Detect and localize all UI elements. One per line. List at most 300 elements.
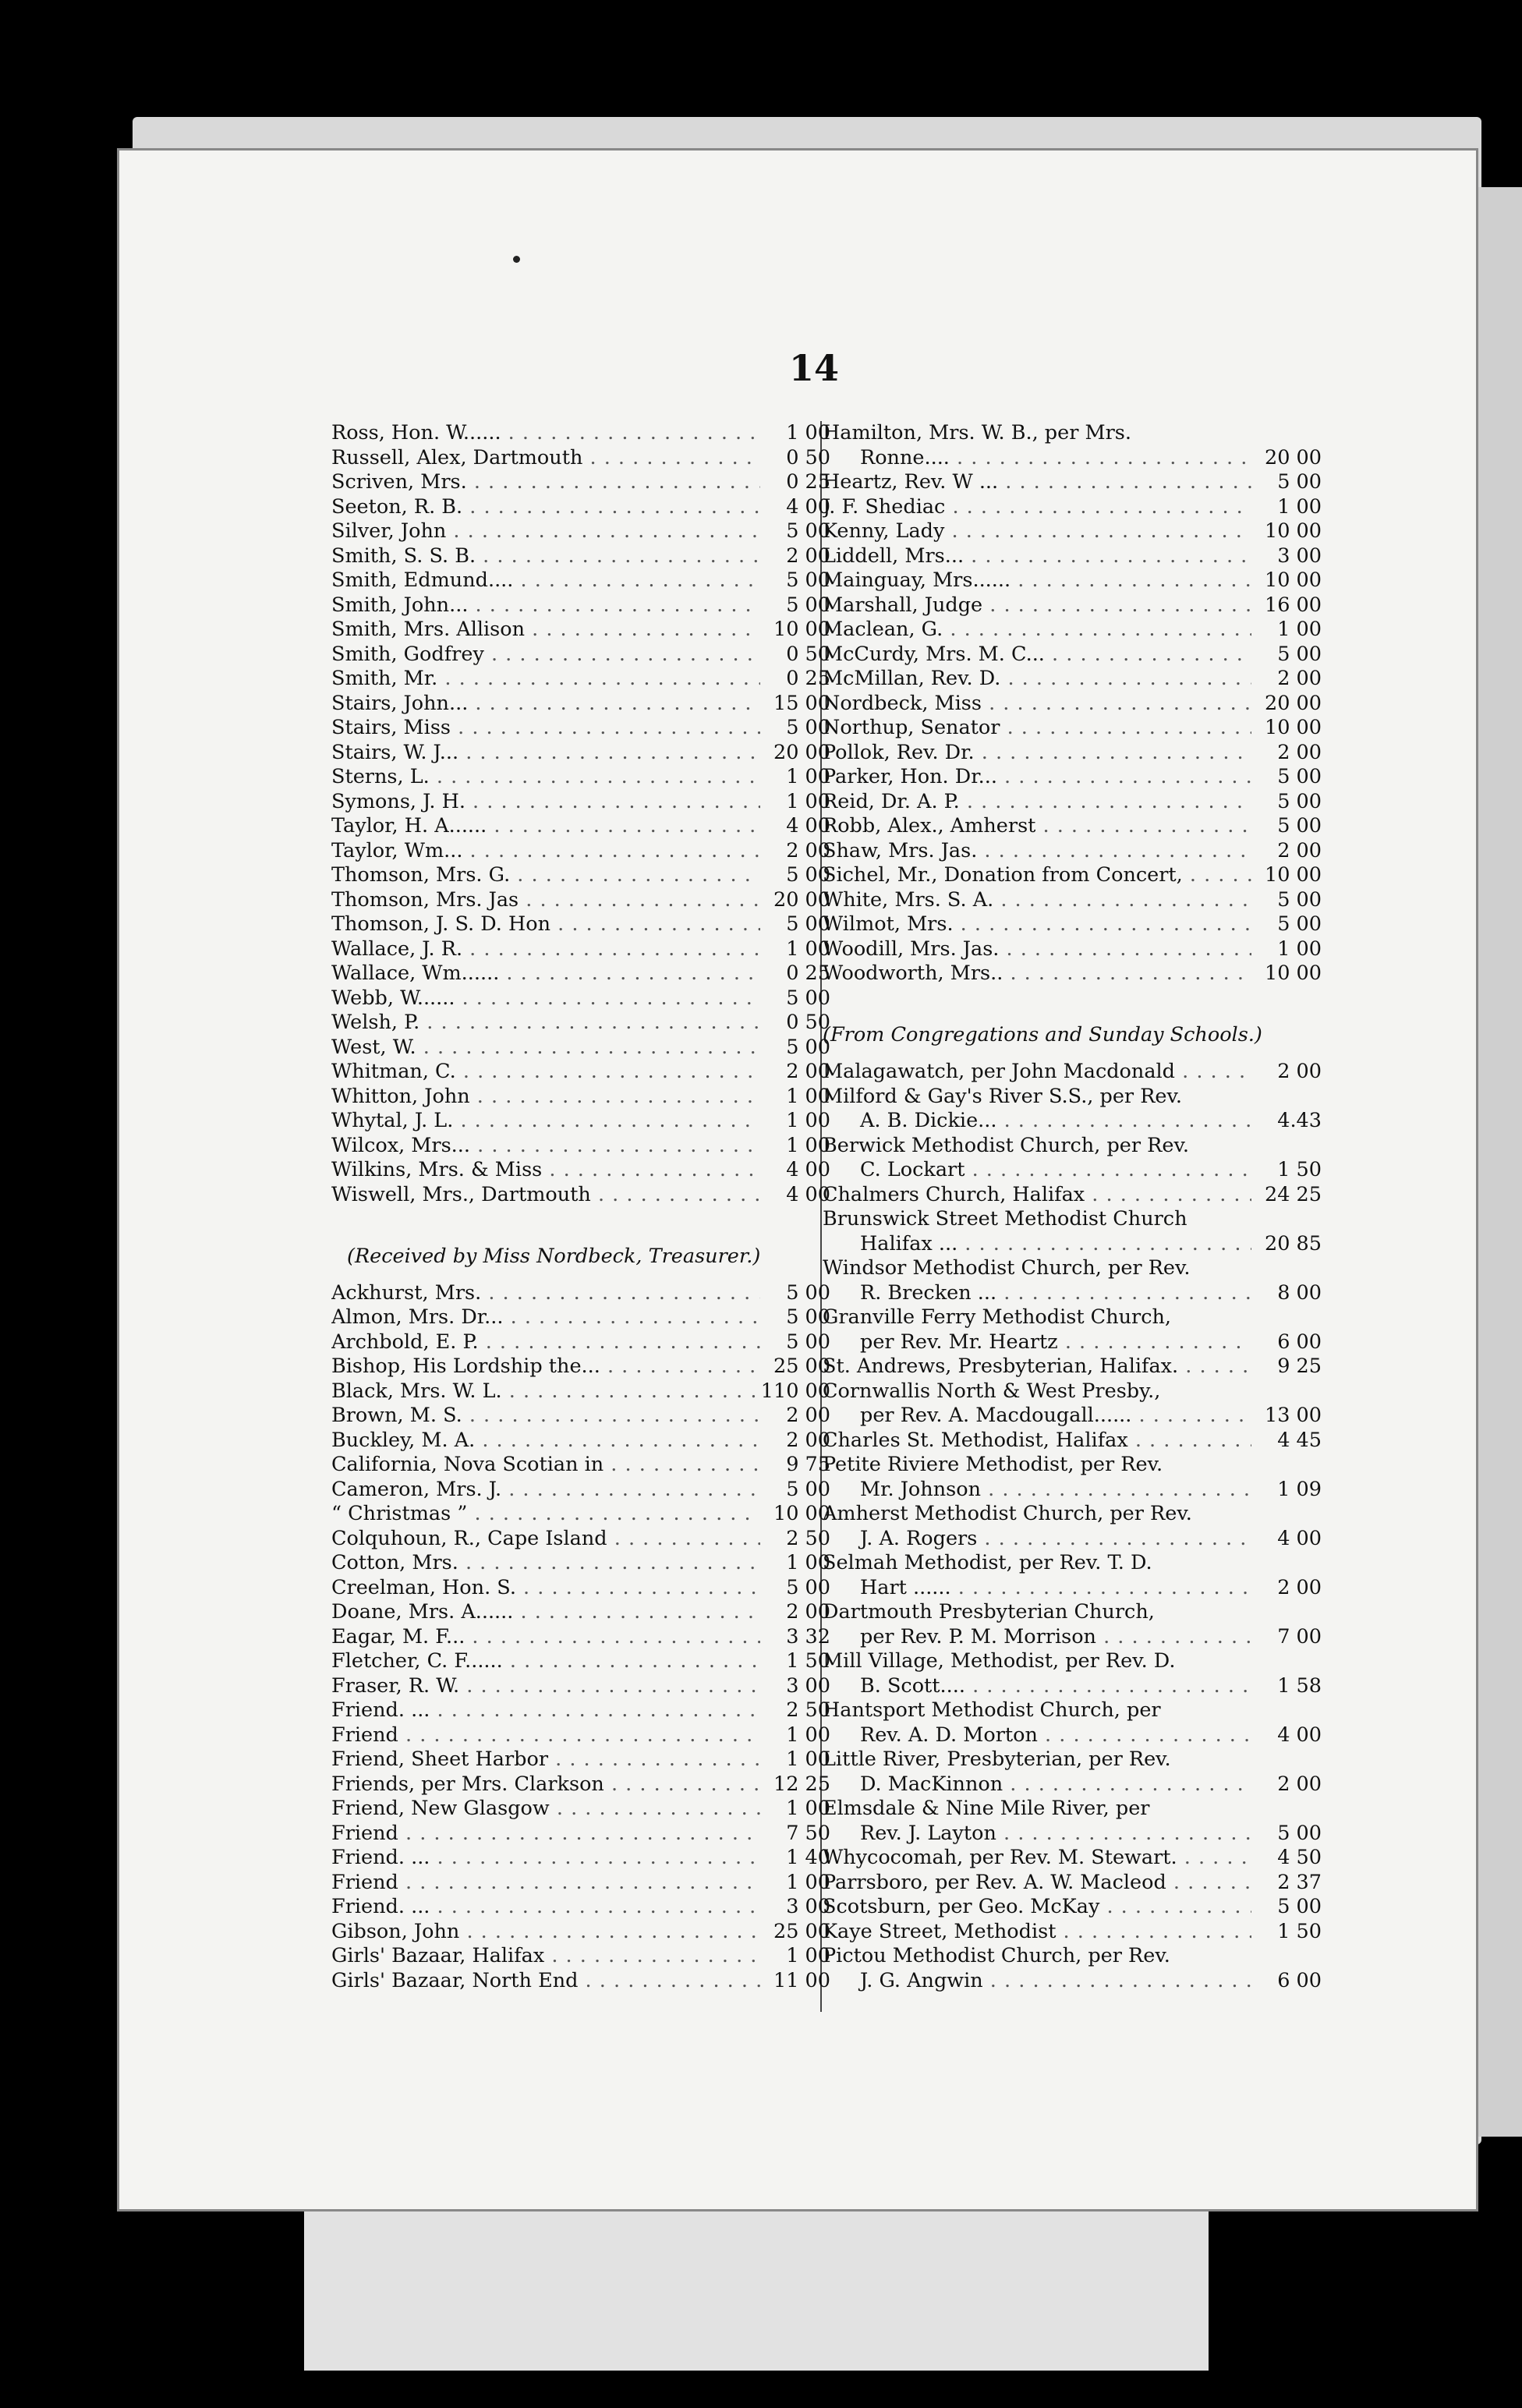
contributor-name: Mainguay, Mrs...... . . . <box>823 568 1251 593</box>
ledger-row <box>331 1281 830 1306</box>
ledger-row <box>823 1060 1322 1085</box>
contributor-name: Chalmers Church, Halifax . . . <box>823 1183 1251 1208</box>
donation-amount: 5 00 <box>1277 765 1322 788</box>
donation-amount: 1 00 <box>786 1944 830 1967</box>
ledger-row <box>331 765 830 790</box>
donation-amount: 1 00 <box>786 421 830 444</box>
contributor-name: Friend, New Glasgow . . . <box>331 1797 760 1822</box>
contributor-name: White, Mrs. S. A. . . . <box>823 888 1251 913</box>
ledger-row <box>823 643 1322 668</box>
donation-amount: 20 85 <box>1264 1231 1322 1255</box>
ledger-row <box>823 1797 1322 1822</box>
donation-amount: 4 00 <box>786 1158 830 1181</box>
donation-amount: 0 50 <box>786 1011 830 1034</box>
contributor-name: Pollok, Rev. Dr. . . . <box>823 741 1251 766</box>
donation-amount: 1 00 <box>786 1870 830 1894</box>
donation-amount: 1 00 <box>1277 494 1322 519</box>
contributor-name: Colquhoun, R., Cape Island . . . <box>331 1527 760 1552</box>
contributor-name: Silver, John . . . <box>331 519 760 544</box>
contributor-name: Nordbeck, Miss . . . <box>823 692 1251 717</box>
donation-amount: 2 00 <box>786 1404 830 1427</box>
ledger-row <box>823 912 1322 937</box>
donation-amount: 7 00 <box>1277 1624 1322 1648</box>
donation-amount: 3 00 <box>786 1895 830 1918</box>
donation-amount: 2 00 <box>786 1600 830 1624</box>
donation-amount: 1 50 <box>1277 1158 1322 1181</box>
donation-amount: 1 50 <box>786 1649 830 1673</box>
donation-amount: 20 00 <box>1264 691 1322 715</box>
donation-amount: 4.43 <box>1277 1109 1322 1132</box>
ledger-row <box>823 1429 1322 1454</box>
contributor-name: McMillan, Rev. D. . . . <box>823 667 1251 692</box>
contributor-name: Welsh, P. . . . <box>331 1011 760 1036</box>
ledger-row <box>331 1797 830 1822</box>
donation-amount: 2 50 <box>786 1698 830 1722</box>
donation-amount: 12 25 <box>773 1772 830 1796</box>
donation-amount: 10 00 <box>1264 961 1322 985</box>
donation-amount: 5 00 <box>1277 1895 1322 1918</box>
ledger-row <box>331 544 830 569</box>
ledger-row <box>823 1600 1322 1625</box>
contributor-name: Wilmot, Mrs. . . . <box>823 912 1251 937</box>
ledger-row <box>331 1969 830 1994</box>
ledger-row <box>331 470 830 495</box>
donation-amount: 1 00 <box>786 1723 830 1747</box>
donation-amount: 10 00 <box>1264 863 1322 887</box>
ledger-row <box>331 1551 830 1576</box>
contributor-name: Bishop, His Lordship the... . . . <box>331 1354 760 1379</box>
contributor-name: Creelman, Hon. S. . . . <box>331 1576 760 1601</box>
donation-amount: 20 00 <box>773 740 830 764</box>
contributor-name: Wallace, J. R. . . . <box>331 937 760 962</box>
ledger-row <box>823 446 1322 471</box>
contributor-name: Taylor, Wm... . . . <box>331 839 760 864</box>
ledger-row <box>331 1748 830 1772</box>
donation-amount: 5 00 <box>1277 912 1322 936</box>
donation-amount: 5 00 <box>786 1035 830 1059</box>
donation-amount: 1 00 <box>1277 937 1322 961</box>
contributor-name: Hantsport Methodist Church, per <box>823 1698 1161 1722</box>
page-number: 14 <box>789 347 840 389</box>
contributor-name: C. Lockart . . . <box>823 1158 1251 1183</box>
donation-amount: 3 00 <box>786 1673 830 1698</box>
contributor-name: Robb, Alex., Amherst . . . <box>823 814 1251 839</box>
contributor-name: Pictou Methodist Church, per Rev. <box>823 1944 1170 1967</box>
ledger-row <box>823 1207 1322 1232</box>
contributor-name: J. G. Angwin . . . <box>823 1969 1251 1994</box>
contributor-name: Thomson, J. S. D. Hon . . . <box>331 912 760 937</box>
ledger-row <box>331 1576 830 1601</box>
ledger-row <box>823 1453 1322 1478</box>
contributor-name: “ Christmas ” . . . <box>331 1502 760 1527</box>
donation-amount: 10 00 <box>1264 519 1322 543</box>
contributor-name: Heartz, Rev. W ... . . . <box>823 470 1251 495</box>
donation-amount: 2 00 <box>1277 1575 1322 1599</box>
ledger-row <box>331 839 830 864</box>
donation-amount: 5 00 <box>786 912 830 936</box>
contributor-name: Cameron, Mrs. J. . . . <box>331 1478 760 1503</box>
contributor-name: Woodill, Mrs. Jas. . . . <box>823 937 1251 962</box>
donation-amount: 2 50 <box>786 1526 830 1550</box>
print-speck <box>513 256 520 263</box>
donation-amount: 13 00 <box>1264 1404 1322 1427</box>
contributor-name: Ross, Hon. W...... . . . <box>331 421 760 446</box>
contributor-name: Woodworth, Mrs.. . . . <box>823 961 1251 986</box>
ledger-row <box>823 692 1322 717</box>
ledger-row <box>823 839 1322 864</box>
donation-amount: 5 00 <box>786 568 830 592</box>
ledger-row <box>331 692 830 717</box>
ledger-row <box>823 618 1322 643</box>
donation-amount: 1 00 <box>786 1084 830 1108</box>
contributor-name: Sterns, L. . . . <box>331 765 760 790</box>
donation-amount: 1 50 <box>1277 1919 1322 1943</box>
donation-amount: 5 00 <box>786 593 830 617</box>
ledger-row <box>331 1305 830 1330</box>
donation-amount: 5 00 <box>786 1330 830 1354</box>
contributor-name: Doane, Mrs. A...... . . . <box>331 1600 760 1625</box>
ledger-row <box>823 1846 1322 1871</box>
donation-amount: 1 00 <box>786 937 830 961</box>
donation-amount: 2 00 <box>786 1428 830 1452</box>
contributor-name: per Rev. P. M. Morrison . . . <box>823 1625 1251 1650</box>
contributor-name: Eagar, M. F... . . . <box>331 1625 760 1650</box>
contributor-name: Friend . . . <box>331 1822 760 1847</box>
contributor-name: Friends, per Mrs. Clarkson . . . <box>331 1772 760 1797</box>
contributor-name: D. MacKinnon . . . <box>823 1772 1251 1797</box>
donation-amount: 4 00 <box>1277 1526 1322 1550</box>
contributor-name: Thomson, Mrs. G. . . . <box>331 863 760 888</box>
contributor-name: West, W. . . . <box>331 1036 760 1061</box>
contributor-name: Rev. A. D. Morton . . . <box>823 1723 1251 1748</box>
ledger-row <box>331 1649 830 1674</box>
contributor-name: Friend . . . <box>331 1871 760 1896</box>
ledger-row <box>823 1085 1322 1110</box>
ledger-row <box>823 790 1322 815</box>
contributor-name: Cotton, Mrs. . . . <box>331 1551 760 1576</box>
contributor-name: Stairs, W. J... . . . <box>331 741 760 766</box>
donation-amount: 9 75 <box>786 1453 830 1476</box>
contributor-name: Friend. ... . . . <box>331 1698 760 1723</box>
ledger-row <box>331 1478 830 1503</box>
ledger-row <box>331 1698 830 1723</box>
ledger-row <box>331 495 830 520</box>
contributor-name: Shaw, Mrs. Jas. . . . <box>823 839 1251 864</box>
contributor-name: McCurdy, Mrs. M. C... . . . <box>823 643 1251 668</box>
donation-amount: 1 09 <box>1277 1477 1322 1501</box>
donation-amount: 2 00 <box>786 838 830 862</box>
ledger-row <box>823 1649 1322 1674</box>
donation-amount: 5 00 <box>786 519 830 543</box>
donation-amount: 3 00 <box>1277 544 1322 568</box>
ledger-row <box>331 961 830 986</box>
ledger-row <box>823 1305 1322 1330</box>
contributor-name: Reid, Dr. A. P. . . . <box>823 790 1251 815</box>
ledger-row <box>823 568 1322 593</box>
donation-amount: 5 00 <box>1277 814 1322 837</box>
ledger-row <box>823 1404 1322 1429</box>
contributor-name: Russell, Alex, Dartmouth . . . <box>331 446 760 471</box>
contributor-name: Archbold, E. P. . . . <box>331 1330 760 1355</box>
ledger-row <box>331 1330 830 1355</box>
ledger-row <box>331 1625 830 1650</box>
ledger-row <box>331 888 830 913</box>
ledger-row <box>331 1674 830 1699</box>
donation-amount: 2 37 <box>1277 1870 1322 1894</box>
ledger-row <box>331 937 830 962</box>
ledger-row <box>331 1060 830 1085</box>
ledger-row <box>331 1085 830 1110</box>
ledger-row <box>823 1281 1322 1306</box>
contributor-name: Liddell, Mrs... . . . <box>823 544 1251 569</box>
ledger-row <box>823 1330 1322 1355</box>
donation-amount: 1 00 <box>1277 618 1322 641</box>
ledger-row <box>331 912 830 937</box>
contributor-name: Friend, Sheet Harbor . . . <box>331 1748 760 1772</box>
contributor-name: Mr. Johnson . . . <box>823 1478 1251 1503</box>
donation-amount: 6 00 <box>1277 1330 1322 1354</box>
contributor-name: per Rev. A. Macdougall...... . . . <box>823 1404 1251 1429</box>
contributor-name: Parker, Hon. Dr... . . . <box>823 765 1251 790</box>
ledger-row <box>331 1944 830 1969</box>
ledger-row <box>823 1969 1322 1994</box>
contributor-name: Ronne.... . . . <box>823 446 1251 471</box>
contributor-name: Kaye Street, Methodist . . . <box>823 1920 1251 1945</box>
ledger-row <box>331 1158 830 1183</box>
donation-amount: 0 25 <box>786 667 830 690</box>
contributor-name: Brown, M. S. . . . <box>331 1404 760 1429</box>
donation-amount: 7 50 <box>786 1821 830 1845</box>
ledger-row <box>823 1256 1322 1281</box>
ledger-row <box>823 961 1322 986</box>
ledger-row <box>331 790 830 815</box>
donation-amount: 5 00 <box>1277 470 1322 494</box>
contributor-name: Fletcher, C. F...... . . . <box>331 1649 760 1674</box>
ledger-row <box>823 1478 1322 1503</box>
ledger-row <box>823 593 1322 618</box>
contributor-name: J. A. Rogers . . . <box>823 1527 1251 1552</box>
ledger-row <box>331 618 830 643</box>
ledger-row <box>331 1502 830 1527</box>
ledger-row <box>331 1920 830 1945</box>
contributor-name: J. F. Shediac . . . <box>823 495 1251 520</box>
ledger-row <box>823 741 1322 766</box>
donation-amount: 0 25 <box>786 470 830 494</box>
contributor-name: Halifax ... . . . <box>823 1232 1251 1257</box>
ledger-row <box>823 765 1322 790</box>
contributor-name: Wilkins, Mrs. & Miss . . . <box>331 1158 760 1183</box>
ledger-row <box>823 1232 1322 1257</box>
contributor-name: Windsor Methodist Church, per Rev. <box>823 1256 1191 1280</box>
donation-amount: 2 00 <box>1277 740 1322 764</box>
donation-amount: 5 00 <box>786 1305 830 1329</box>
donation-amount: 25 00 <box>773 1919 830 1943</box>
donation-amount: 9 25 <box>1277 1354 1322 1378</box>
donation-amount: 1 00 <box>786 1109 830 1132</box>
contributor-name: Wilcox, Mrs... . . . <box>331 1134 760 1159</box>
contributor-name: Wallace, Wm...... . . . <box>331 961 760 986</box>
ledger-row <box>823 1551 1322 1576</box>
contributor-name: Smith, John... . . . <box>331 593 760 618</box>
contributor-name: Friend. ... . . . <box>331 1846 760 1871</box>
ledger-row <box>331 1036 830 1061</box>
contributor-name: Milford & Gay's River S.S., per Rev. <box>823 1084 1182 1108</box>
ledger-row <box>331 568 830 593</box>
donation-amount: 5 00 <box>786 863 830 887</box>
ledger-row <box>823 1698 1322 1723</box>
donation-amount: 0 25 <box>786 961 830 985</box>
contributor-name: Rev. J. Layton . . . <box>823 1822 1251 1847</box>
donation-amount: 5 00 <box>786 1280 830 1305</box>
donation-amount: 4 00 <box>786 1182 830 1206</box>
ledger-row <box>331 1600 830 1625</box>
contributor-name: Scriven, Mrs. . . . <box>331 470 760 495</box>
contributor-name: Whitman, C. . . . <box>331 1060 760 1085</box>
donation-amount: 1 00 <box>786 1551 830 1574</box>
left-entries-treasurer <box>331 1281 830 1994</box>
contributor-name: Friend. ... . . . <box>331 1895 760 1920</box>
contributor-name: Whycocomah, per Rev. M. Stewart. . . . <box>823 1846 1251 1871</box>
ledger-row <box>823 716 1322 741</box>
right-entries-congregations <box>823 1060 1322 1993</box>
contributor-name: Berwick Methodist Church, per Rev. <box>823 1133 1189 1157</box>
ledger-row <box>823 544 1322 569</box>
contributor-name: Scotsburn, per Geo. McKay . . . <box>823 1895 1251 1920</box>
ledger-row <box>823 1772 1322 1797</box>
ledger-row <box>823 470 1322 495</box>
ledger-row <box>331 1109 830 1134</box>
ledger-row <box>331 1871 830 1896</box>
donation-amount: 0 50 <box>786 445 830 469</box>
ledger-row <box>331 1379 830 1404</box>
ledger-row <box>331 1895 830 1920</box>
donation-amount: 5 00 <box>1277 1821 1322 1845</box>
contributor-name: Thomson, Mrs. Jas . . . <box>331 888 760 913</box>
contributor-name: Maclean, G. . . . <box>823 618 1251 643</box>
contributor-name: Kenny, Lady . . . <box>823 519 1251 544</box>
ledger-row <box>331 1429 830 1454</box>
contributor-name: Selmah Methodist, per Rev. T. D. <box>823 1551 1152 1574</box>
contributor-name: Petite Riviere Methodist, per Rev. <box>823 1453 1163 1476</box>
donation-amount: 5 00 <box>1277 789 1322 813</box>
ledger-row <box>331 1527 830 1552</box>
ledger-row <box>331 593 830 618</box>
donation-amount: 3 32 <box>786 1624 830 1648</box>
donation-amount: 10 00 <box>1264 716 1322 739</box>
donation-amount: 2 00 <box>1277 1772 1322 1796</box>
contributor-name: Taylor, H. A...... . . . <box>331 814 760 839</box>
donation-amount: 4 50 <box>1277 1846 1322 1869</box>
contributor-name: per Rev. Mr. Heartz . . . <box>823 1330 1251 1355</box>
donation-amount: 1 00 <box>786 1748 830 1771</box>
ledger-row <box>331 667 830 692</box>
ledger-row <box>331 814 830 839</box>
donation-amount: 4 45 <box>1277 1428 1322 1452</box>
donation-amount: 1 00 <box>786 789 830 813</box>
ledger-row <box>331 519 830 544</box>
contributor-name: Stairs, John... . . . <box>331 692 760 717</box>
ledger-row <box>823 937 1322 962</box>
contributor-name: Smith, Godfrey . . . <box>331 643 760 668</box>
contributor-name: Mill Village, Methodist, per Rev. D. <box>823 1649 1176 1673</box>
donation-amount: 25 00 <box>773 1354 830 1378</box>
ledger-row <box>823 495 1322 520</box>
donation-amount: 5 00 <box>1277 887 1322 912</box>
donation-amount: 2 00 <box>1277 1060 1322 1083</box>
donation-amount: 8 00 <box>1277 1280 1322 1305</box>
donation-amount: 4 00 <box>786 814 830 837</box>
ledger-row <box>331 741 830 766</box>
contributor-name: Hamilton, Mrs. W. B., per Mrs. <box>823 421 1131 444</box>
ledger-row <box>823 1576 1322 1601</box>
ledger-row <box>823 1871 1322 1896</box>
donation-amount: 6 00 <box>1277 1968 1322 1992</box>
ledger-row <box>823 1625 1322 1650</box>
ledger-row <box>823 1895 1322 1920</box>
contributor-name: Girls' Bazaar, North End . . . <box>331 1969 760 1994</box>
ledger-row <box>823 1158 1322 1183</box>
contributor-name: Almon, Mrs. Dr... . . . <box>331 1305 760 1330</box>
contributor-name: R. Brecken ... . . . <box>823 1281 1251 1306</box>
ledger-row <box>331 421 830 446</box>
donation-amount: 5 00 <box>1277 642 1322 666</box>
left-entries-individuals <box>331 421 830 1207</box>
ledger-row <box>823 1748 1322 1772</box>
ledger-row <box>331 863 830 888</box>
contributor-name: Northup, Senator . . . <box>823 716 1251 741</box>
contributor-name: Hart ...... . . . <box>823 1576 1251 1601</box>
donation-amount: 1 00 <box>786 1797 830 1820</box>
ledger-row <box>823 863 1322 888</box>
donation-amount: 5 00 <box>786 1477 830 1501</box>
ledger-row <box>331 1011 830 1036</box>
donation-amount: 0 50 <box>786 642 830 666</box>
contributor-name: Charles St. Methodist, Halifax . . . <box>823 1429 1251 1454</box>
donation-amount: 1 00 <box>786 1133 830 1157</box>
left-column <box>331 421 830 1993</box>
ledger-row <box>331 643 830 668</box>
contributor-name: Whitton, John . . . <box>331 1085 760 1110</box>
donation-amount: 2 00 <box>786 544 830 568</box>
contributor-name: Seeton, R. B. . . . <box>331 495 760 520</box>
contributor-name: Stairs, Miss . . . <box>331 716 760 741</box>
contributor-name: Ackhurst, Mrs. . . . <box>331 1281 760 1306</box>
donation-amount: 5 00 <box>786 986 830 1010</box>
donation-amount: 24 25 <box>1264 1182 1322 1206</box>
ledger-row <box>823 1822 1322 1847</box>
donation-amount: 11 00 <box>773 1968 830 1992</box>
contributor-name: A. B. Dickie... . . . <box>823 1109 1251 1134</box>
contributor-name: Marshall, Judge . . . <box>823 593 1251 618</box>
donation-amount: 4 00 <box>786 494 830 519</box>
ledger-row <box>331 1772 830 1797</box>
contributor-name: Brunswick Street Methodist Church <box>823 1207 1188 1231</box>
contributor-name: Wiswell, Mrs., Dartmouth . . . <box>331 1183 760 1208</box>
ledger-row <box>331 986 830 1011</box>
contributor-name: Amherst Methodist Church, per Rev. <box>823 1502 1192 1525</box>
contributor-name: Symons, J. H. . . . <box>331 790 760 815</box>
contributor-name: Smith, Edmund.... . . . <box>331 568 760 593</box>
donation-amount: 2 00 <box>1277 838 1322 862</box>
ledger-row <box>823 1944 1322 1969</box>
contributor-name: Fraser, R. W. . . . <box>331 1674 760 1699</box>
ledger-row <box>331 1134 830 1159</box>
contributor-name: Gibson, John . . . <box>331 1920 760 1945</box>
ledger-row <box>331 1183 830 1208</box>
donation-amount: 2 00 <box>786 1060 830 1083</box>
contributor-name: Smith, S. S. B. . . . <box>331 544 760 569</box>
right-column <box>823 421 1322 1993</box>
